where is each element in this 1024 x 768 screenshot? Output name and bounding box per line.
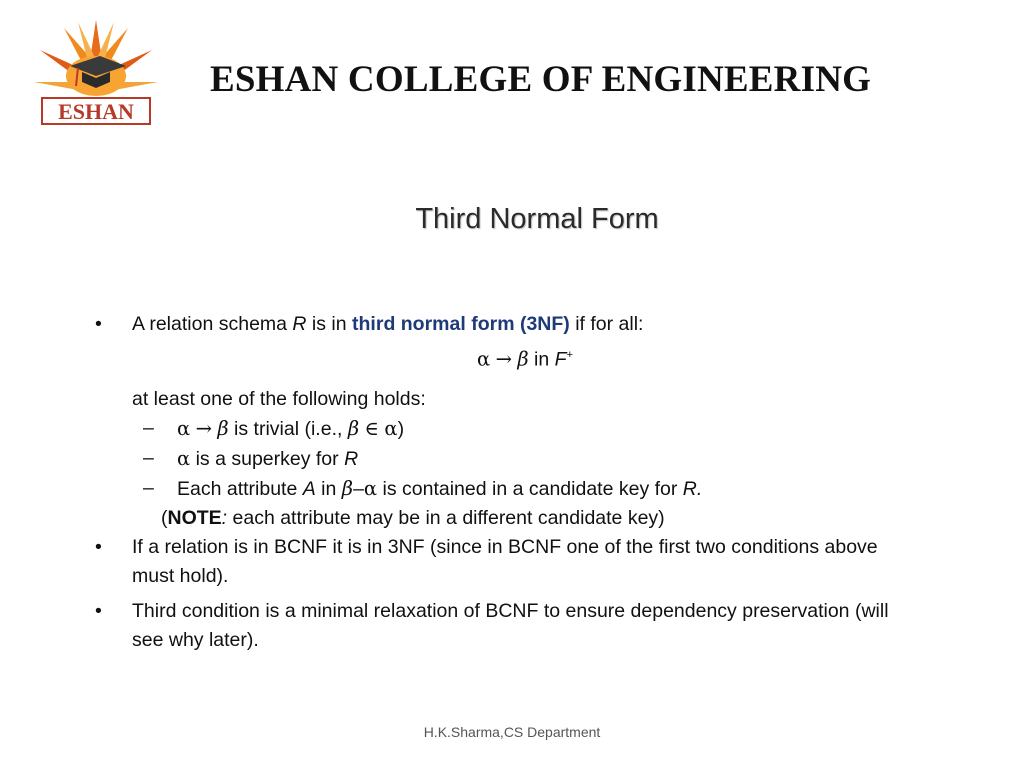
alpha-symbol: α (384, 416, 398, 440)
sub-item (95, 444, 925, 474)
note-text: each attribute may be in a different candidate key) (227, 506, 665, 529)
minus-symbol: – (353, 477, 364, 500)
college-name: ESHAN COLLEGE OF ENGINEERING (210, 59, 872, 100)
logo-text: ESHAN (58, 99, 134, 124)
close-paren: ) (397, 417, 405, 440)
bullet-item (95, 597, 925, 655)
element-of-symbol: ∈ (364, 416, 379, 440)
note-colon: : (221, 506, 228, 529)
bullet1-highlight: third normal form (3NF) (352, 313, 570, 335)
beta-symbol: β (341, 476, 354, 500)
sub-item (95, 474, 925, 504)
var-r: R (344, 447, 359, 470)
alpha-symbol: α (476, 347, 491, 371)
in-text: in (315, 477, 342, 500)
dash-marker: – (143, 476, 154, 499)
bullet1-prefix: A relation schema (132, 313, 293, 335)
plus-superscript: + (566, 349, 573, 361)
sub1-text: is trivial (i.e., (228, 417, 348, 440)
arrow-symbol: → (495, 347, 512, 371)
sub-item (95, 414, 925, 444)
dash-marker: – (143, 416, 154, 439)
bullet1-suffix: if for all: (569, 313, 644, 335)
sub3-prefix: Each attribute (177, 477, 303, 500)
note-line (95, 504, 925, 533)
holds-text: at least one of the following holds: (132, 387, 426, 410)
bullet-item (95, 310, 925, 339)
alpha-symbol: α (177, 416, 191, 440)
slide-body (95, 310, 925, 655)
note-label: NOTE (167, 506, 222, 529)
bullet-marker: • (95, 313, 102, 335)
note-open: ( (161, 506, 168, 529)
bullet1-mid: is in (306, 313, 353, 335)
bullet-item (95, 533, 925, 591)
sub3-suffix: is contained in a candidate key for (377, 477, 683, 500)
var-f: F (554, 348, 567, 371)
in-text: in (528, 348, 555, 371)
beta-symbol: β (347, 416, 360, 440)
footer-credit: H.K.Sharma,CS Department (423, 724, 601, 740)
bullet-marker: • (95, 599, 102, 622)
dash-marker: – (143, 446, 154, 469)
alpha-symbol: α (363, 476, 378, 500)
college-logo (34, 20, 158, 128)
var-r: R. (682, 477, 703, 500)
alpha-symbol: α (177, 446, 191, 470)
condition-line (95, 341, 955, 375)
holds-line (95, 385, 925, 414)
bullet3-text: Third condition is a minimal relaxation of BCNF to ensure dependency preservation (will see why later). (132, 599, 889, 651)
slide-title: Third Normal Form (415, 203, 659, 235)
beta-symbol: β (517, 347, 529, 371)
var-a: A (302, 477, 316, 500)
bullet-marker: • (95, 535, 102, 558)
arrow-symbol: → (195, 416, 212, 440)
bullet1-var-r: R (292, 313, 307, 335)
beta-symbol: β (217, 416, 229, 440)
bullet2-text: If a relation is in BCNF it is in 3NF (since in BCNF one of the first two conditions above must hold). (132, 535, 878, 587)
sub2-text: is a superkey for (190, 447, 345, 470)
